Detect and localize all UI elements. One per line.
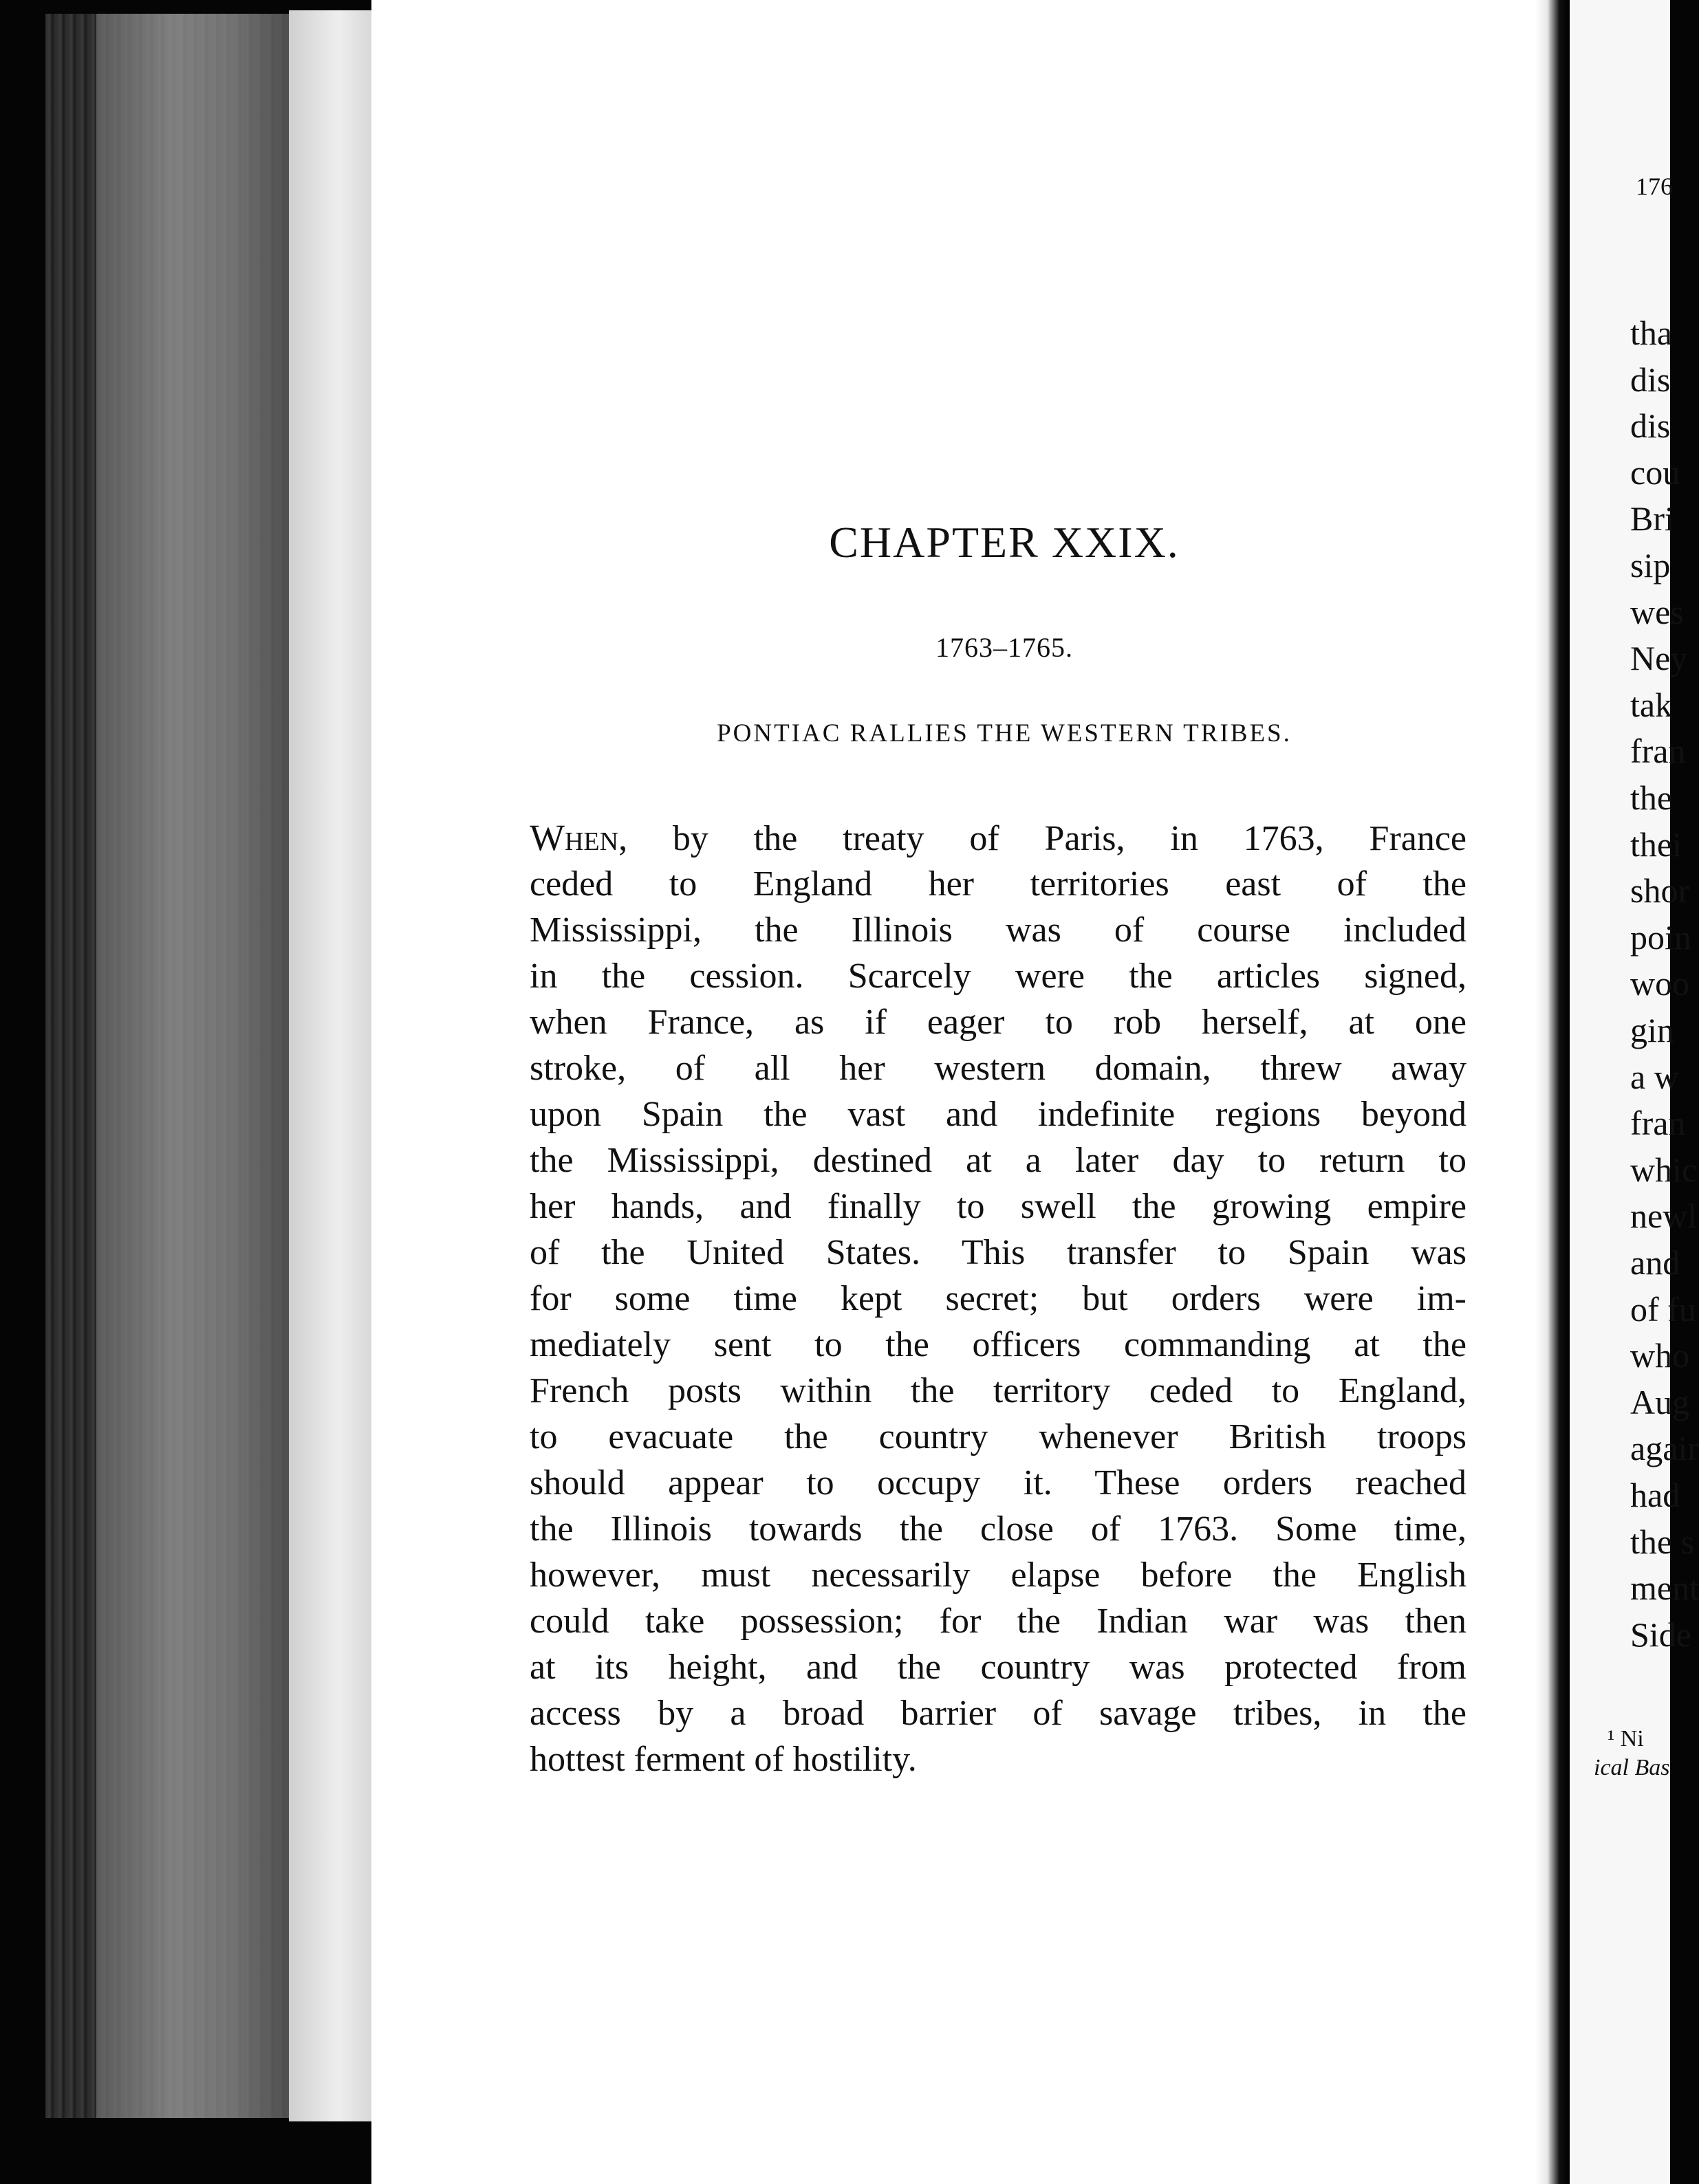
body-line: for some time kept secret; but orders were im- (530, 1279, 1467, 1318)
book-page-edges-highlight (96, 14, 289, 2118)
right-page-fragment: dis (1630, 360, 1671, 399)
body-line: should appear to occupy it. These orders reached (530, 1463, 1467, 1503)
right-page-fragment: of fu (1630, 1289, 1696, 1329)
right-page-fragment: had (1630, 1476, 1680, 1514)
body-line-1-text: , by the treaty of Paris, in 1763, France (618, 819, 1467, 858)
right-page-fragment: and (1630, 1243, 1680, 1282)
page-bottom (371, 2128, 1670, 2184)
right-page-fragment: Aug (1630, 1382, 1690, 1421)
right-page-fragment: the (1630, 778, 1673, 817)
right-page-fragment: the s (1630, 1522, 1695, 1561)
body-line: to evacuate the country whenever British troops (530, 1417, 1467, 1456)
body-line: French posts within the territory ceded to England, (530, 1371, 1467, 1410)
right-page-fragment: ment (1630, 1569, 1699, 1608)
right-page-footnote: ¹ Ni (1608, 1726, 1644, 1751)
right-page-fragment: newl (1630, 1197, 1698, 1236)
chapter-years: 1763–1765. (935, 632, 1073, 663)
body-line: in the cession. Scarcely were the articles signed, (530, 957, 1467, 996)
body-line: could take possession; for the Indian war was then (530, 1602, 1467, 1641)
right-page-fragment: Side (1630, 1615, 1691, 1654)
right-page-number: 176 (1636, 173, 1673, 200)
body-line: the Illinois towards the close of 1763. Some time, (530, 1509, 1467, 1549)
body-line: her hands, and finally to swell the growing empire (530, 1187, 1467, 1226)
right-page-fragment: gin (1630, 1011, 1674, 1049)
right-page-fragment: agair (1630, 1429, 1699, 1468)
right-page-fragment: wes (1630, 592, 1684, 631)
right-page-fragment: dis (1630, 406, 1671, 446)
right-page-fragment: tak (1630, 685, 1673, 724)
right-page-fragment: whic (1630, 1150, 1698, 1189)
body-line-1 (530, 815, 1467, 861)
body-line: of the United States. This transfer to Spain was (530, 1233, 1467, 1272)
body-line: however, must necessarily elapse before the English (530, 1555, 1467, 1595)
right-page-fragment: woo (1630, 964, 1690, 1003)
body-line: ceded to England her territories east of the (530, 864, 1467, 904)
right-page-fragment: tha (1630, 314, 1673, 352)
drop-word: When (530, 817, 619, 858)
body-line: Mississippi, the Illinois was of course included (530, 910, 1467, 950)
right-page-fragment: thei (1630, 825, 1682, 864)
body-line: upon Spain the vast and indefinite regions beyond (530, 1095, 1467, 1134)
right-page-fragment: Bri (1630, 499, 1674, 538)
right-page-fragment: sip (1630, 546, 1671, 585)
chapter-body (530, 815, 1467, 1782)
right-page (1570, 0, 1699, 2184)
right-page-footnote-italic: ical Bas (1594, 1755, 1670, 1780)
right-page-fragment: shor (1630, 871, 1690, 910)
body-line: stroke, of all her western domain, threw away (530, 1049, 1467, 1088)
chapter-subtitle: PONTIAC RALLIES THE WESTERN TRIBES. (717, 719, 1292, 747)
right-page-fragment: who (1630, 1336, 1690, 1375)
right-page-fragment: fran (1630, 1104, 1686, 1143)
body-line: at its height, and the country was protected from (530, 1648, 1467, 1687)
body-line: the Mississippi, destined at a later day to return to (530, 1141, 1467, 1180)
body-line: hottest ferment of hostility. (530, 1740, 917, 1779)
book-gutter (1535, 0, 1570, 2184)
chapter-title: CHAPTER XXIX. (829, 518, 1180, 567)
book-page-edge-band (289, 10, 371, 2121)
right-page-fragment: a w (1630, 1057, 1679, 1096)
right-page-fragment: cou (1630, 452, 1680, 492)
body-line: access by a broad barrier of savage tribes, in the (530, 1694, 1467, 1733)
right-page-fragment: fran (1630, 732, 1686, 771)
right-page-fragment: Ney (1630, 639, 1688, 678)
right-page-fragment: poin (1630, 917, 1691, 957)
body-line: when France, as if eager to rob herself, at one (530, 1003, 1467, 1042)
body-line: mediately sent to the officers commanding at the (530, 1325, 1467, 1364)
